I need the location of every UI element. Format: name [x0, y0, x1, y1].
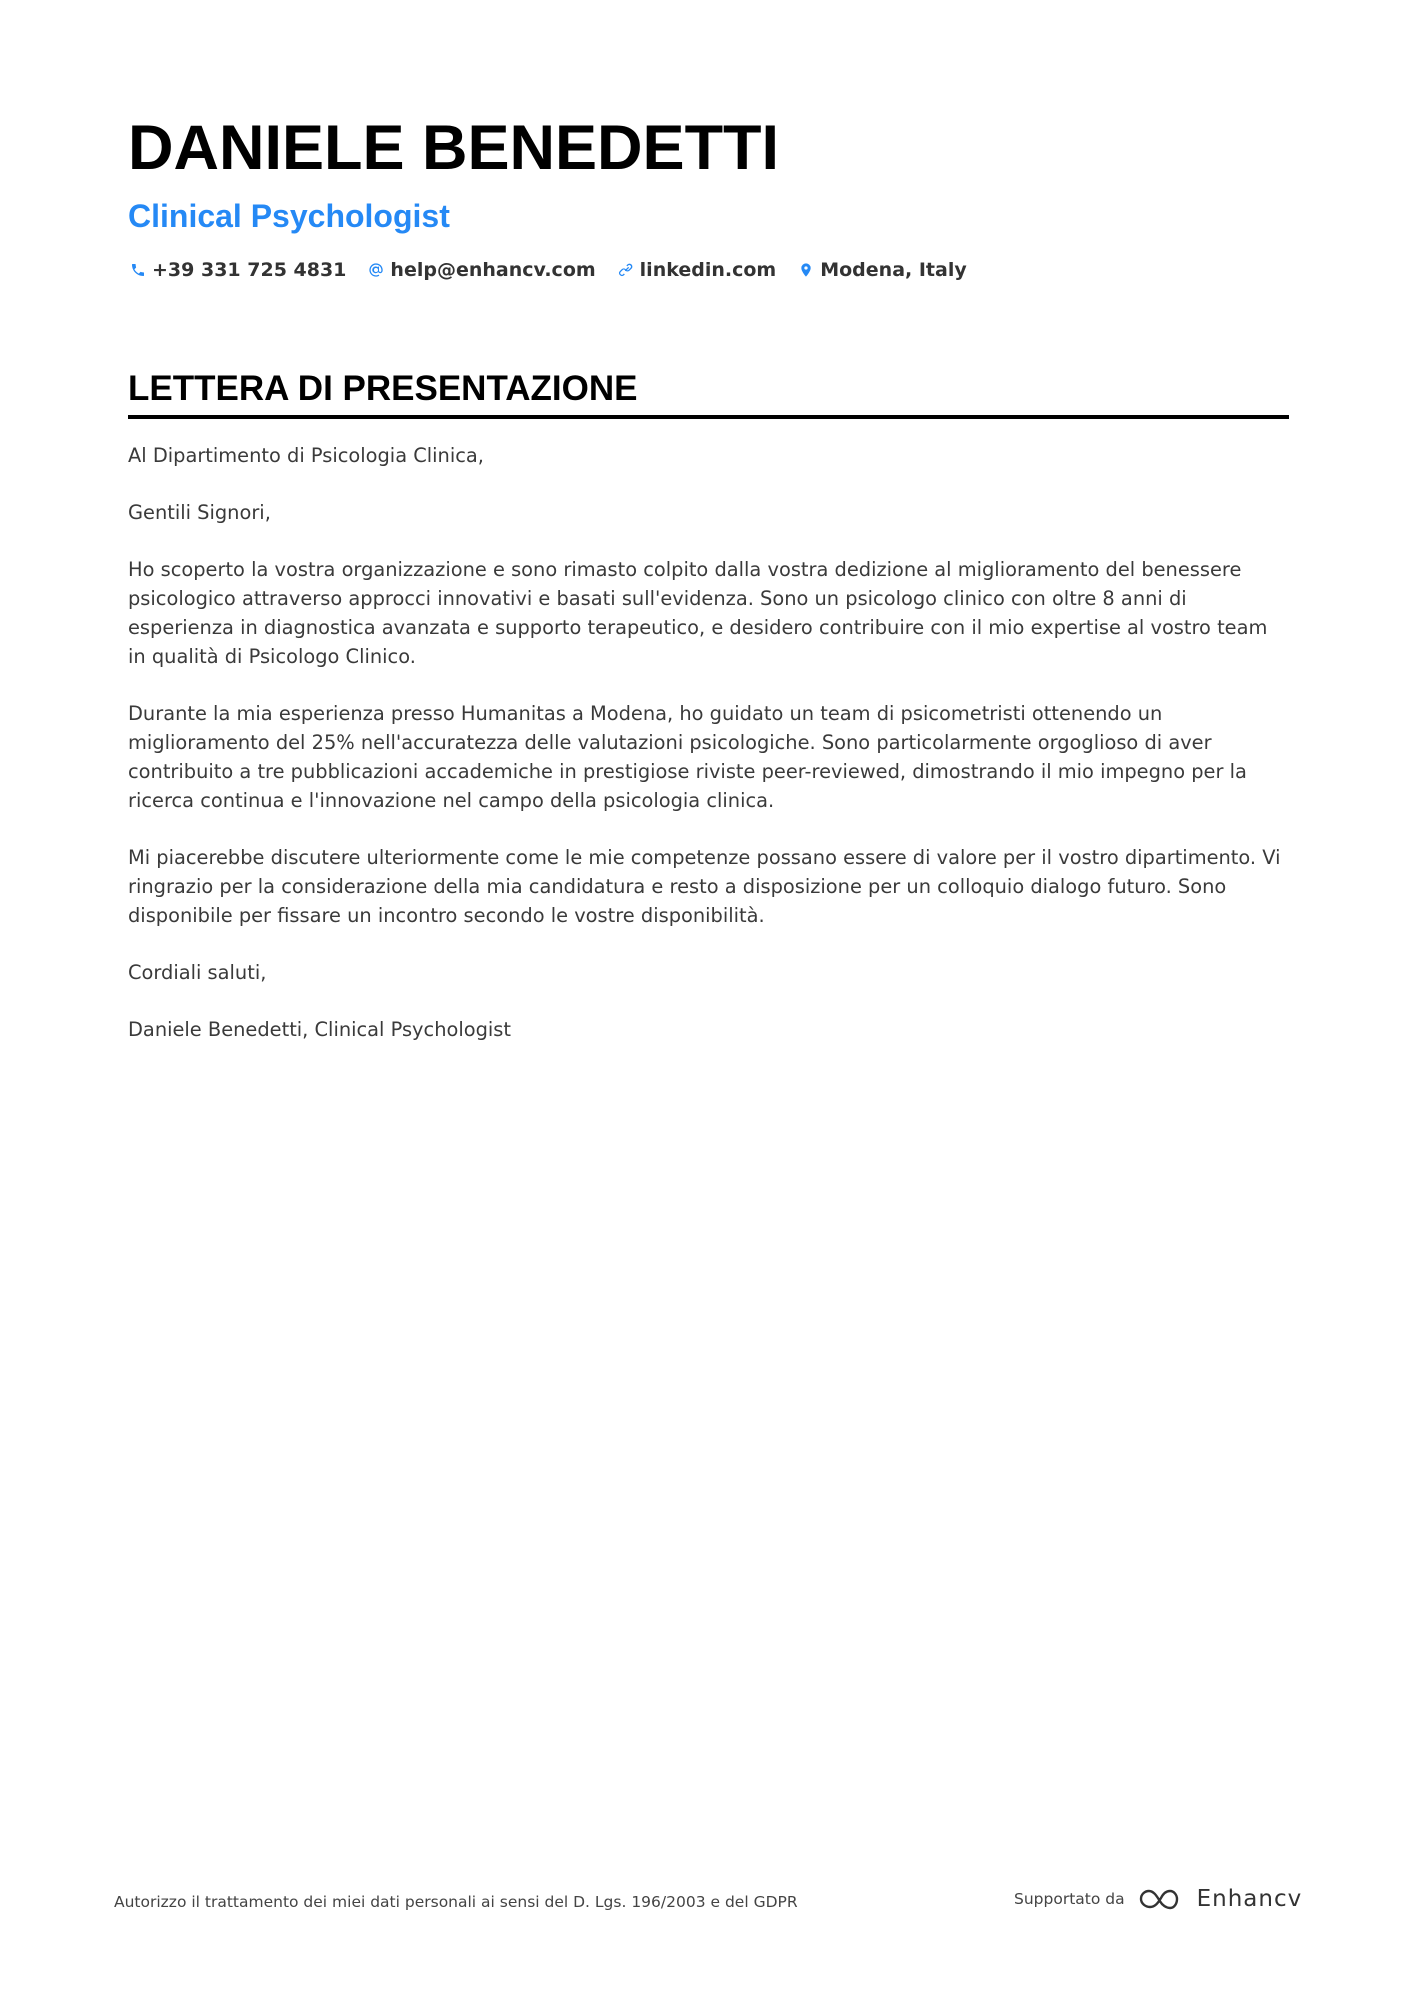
contact-phone [128, 259, 346, 281]
enhancv-logo-icon [1137, 1886, 1185, 1912]
powered-by-text: Supportato da [1014, 1890, 1125, 1908]
letter-signature: Daniele Benedetti, Clinical Psychologist [128, 1018, 511, 1041]
email-text: help@enhancv.com [390, 259, 596, 281]
letter-paragraph: Durante la mia esperienza presso Humanitas a Modena, ho guidato un team di psicometristi ottenendo un miglioramento del 25% nell'accuratezza delle valutazioni psicologiche. Sono particolarmente orgoglioso di aver contribuito a tre pubblicazioni accademiche in prestigiose riviste peer-reviewed, dimostrando il mio impegno per la ricerca continua e l'innovazione nel campo della psicologia clinica. [128, 702, 1247, 812]
letter-paragraph: Mi piacerebbe discutere ulteriormente come le mie competenze possano essere di valore per il vostro dipartimento. Vi ringrazio per la considerazione della mia candidatura e resto a disposizione per un colloquio dialogo futuro. Sono disponibile per fissare un incontro secondo le vostre disponibilità. [128, 846, 1281, 927]
candidate-role: Clinical Psychologist [128, 198, 450, 234]
candidate-name: DANIELE BENEDETTI [128, 113, 780, 183]
location-text: Modena, Italy [820, 259, 967, 281]
resume-header [128, 112, 1288, 281]
letter-recipient: Al Dipartimento di Psicologia Clinica, [128, 444, 484, 467]
phone-text: +39 331 725 4831 [152, 259, 347, 281]
at-icon [366, 260, 386, 280]
contact-email[interactable] [366, 259, 595, 281]
letter-closing: Cordiali saluti, [128, 961, 267, 984]
location-pin-icon [796, 260, 816, 280]
contact-bar [128, 259, 1288, 281]
link-icon [616, 260, 636, 280]
linkedin-text: linkedin.com [639, 259, 777, 281]
enhancv-brand-text: Enhancv [1196, 1886, 1303, 1912]
letter-paragraph: Ho scoperto la vostra organizzazione e sono rimasto colpito dalla vostra dedizione al miglioramento del benessere psicologico attraverso approcci innovativi e basati sull'evidenza. Sono un psicologo clinico con oltre 8 anni di esperienza in diagnostica avanzata e supporto terapeutico, e desidero contribuire con il mio expertise al vostro team in qualità di Psicologo Clinico. [128, 558, 1268, 668]
contact-location [796, 259, 967, 281]
letter-body [128, 441, 1288, 1072]
consent-footer: Autorizzo il trattamento dei miei dati personali ai sensi del D. Lgs. 196/2003 e del GDPR [114, 1893, 798, 1911]
powered-by [1014, 1886, 1302, 1912]
letter-salutation: Gentili Signori, [128, 501, 271, 524]
section-title: LETTERA DI PRESENTAZIONE [128, 367, 1289, 419]
phone-icon [128, 260, 148, 280]
contact-linkedin[interactable] [616, 259, 777, 281]
